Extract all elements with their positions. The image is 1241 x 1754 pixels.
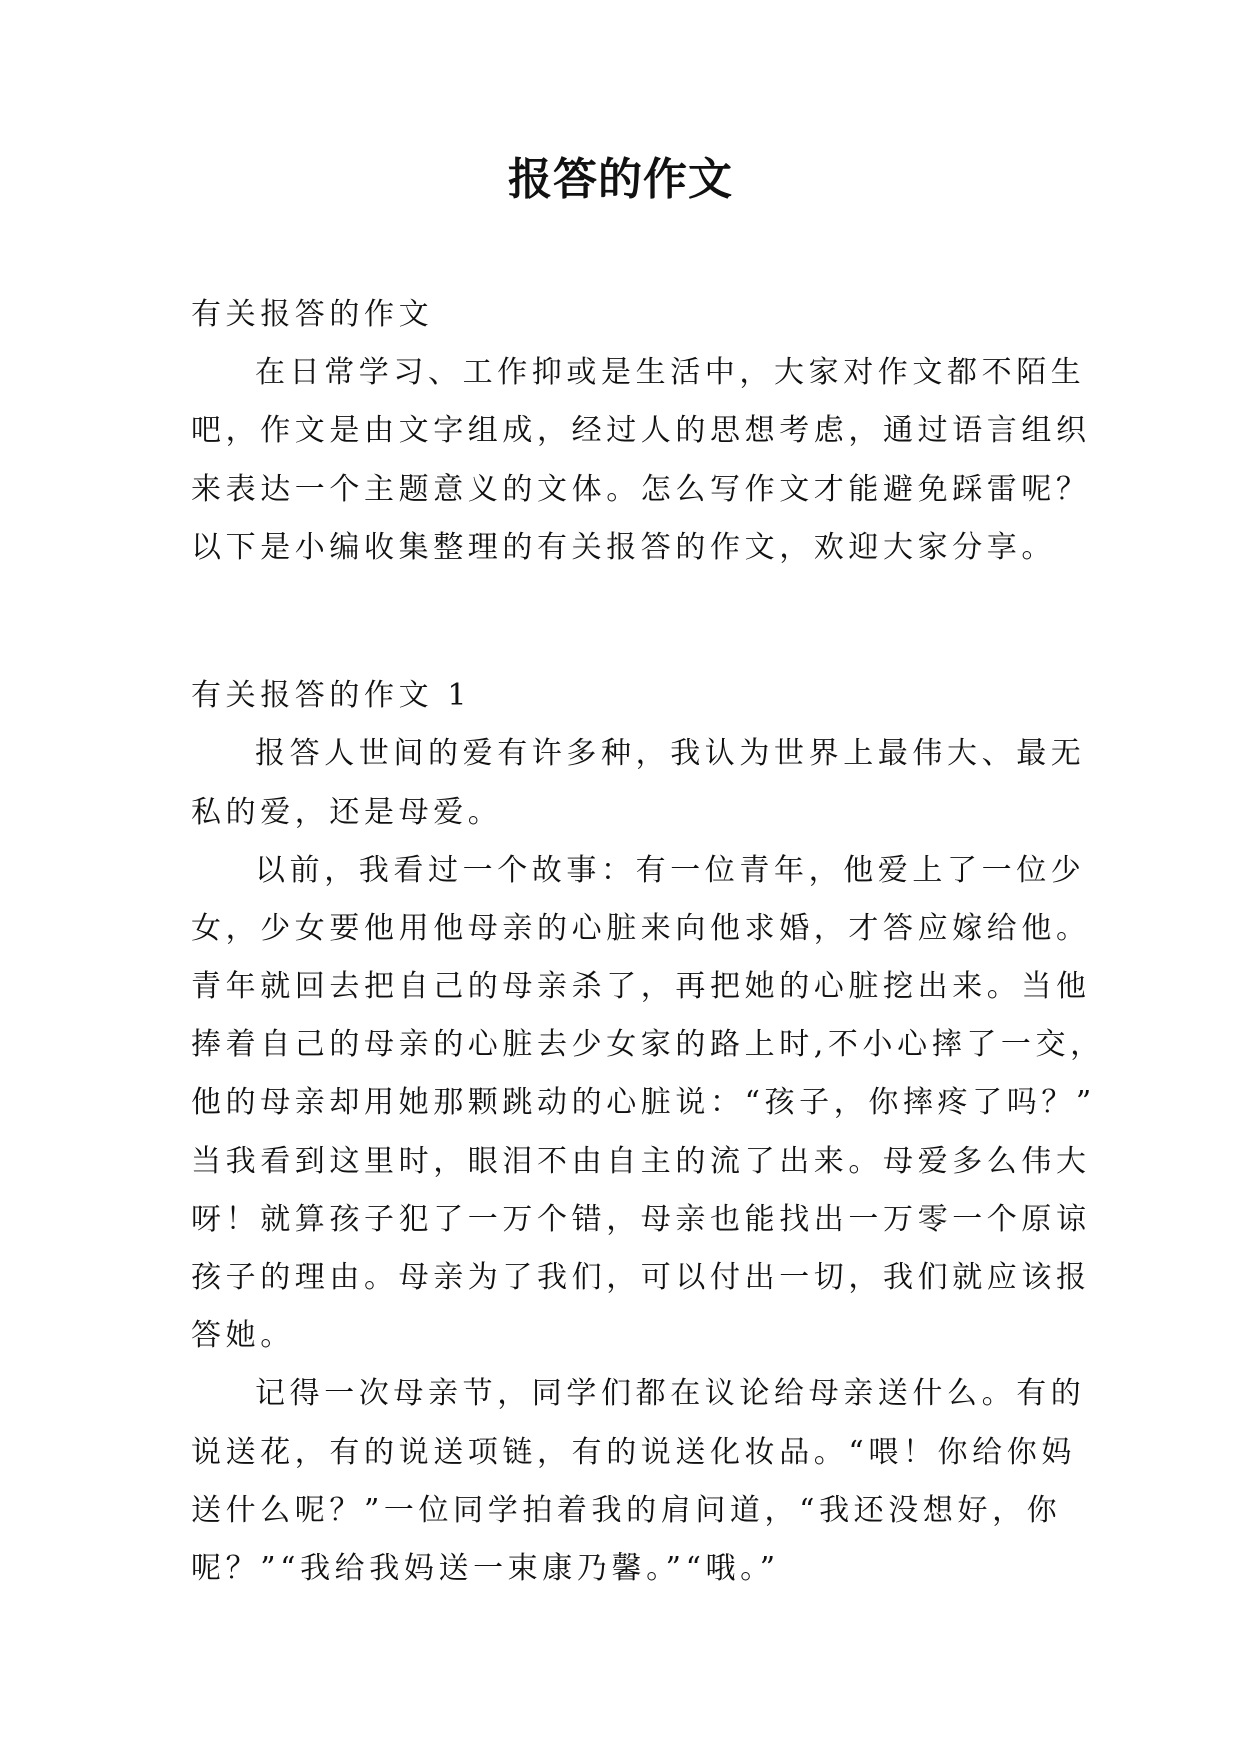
- paragraph-line: 以下是小编收集整理的有关报答的作文，欢迎大家分享。: [191, 529, 1056, 565]
- blank-line: [191, 593, 1051, 651]
- document-title: 报答的作文: [508, 154, 733, 205]
- paragraph-line: 说送花，有的说送项链，有的说送化妆品。“喂！你给你妈: [191, 1434, 1076, 1470]
- paragraph-line: 呀！就算孩子犯了一万个错，母亲也能找出一万零一个原谅: [191, 1201, 1091, 1237]
- paragraph-line: 来表达一个主题意义的文体。怎么写作文才能避免踩雷呢？: [191, 471, 1091, 507]
- paragraph-line: 以前，我看过一个故事：有一位青年，他爱上了一位少: [255, 852, 1086, 888]
- paragraph-line: 吧，作文是由文字组成，经过人的思想考虑，通过语言组织: [191, 413, 1091, 449]
- document-body: [191, 286, 1105, 1598]
- paragraph-line: 当我看到这里时，眼泪不由自主的流了出来。母爱多么伟大: [191, 1143, 1091, 1179]
- paragraph-line: 女，少女要他用他母亲的心脏来向他求婚，才答应嫁给他。: [191, 910, 1091, 946]
- section-heading: 有关报答的作文 1: [191, 678, 472, 714]
- paragraph-line: 送什么呢？”一位同学拍着我的肩问道，“我还没想好，你: [191, 1492, 1062, 1528]
- paragraph-line: 捧着自己的母亲的心脏去少女家的路上时,不小心摔了一交，: [191, 1027, 1105, 1063]
- paragraph-line: 私的爱，还是母爱。: [191, 794, 503, 830]
- paragraph-line: 答她。: [191, 1318, 295, 1354]
- paragraph-line: 呢？”“我给我妈送一束康乃馨。”“哦。”: [191, 1550, 780, 1586]
- section-heading: 有关报答的作文: [191, 297, 434, 332]
- paragraph-line: 在日常学习、工作抑或是生活中，大家对作文都不陌生: [255, 355, 1086, 391]
- paragraph-line: 青年就回去把自己的母亲杀了，再把她的心脏挖出来。当他: [191, 969, 1091, 1005]
- paragraph-line: 他的母亲却用她那颗跳动的心脏说：“孩子，你摔疼了吗？”: [191, 1085, 1096, 1121]
- paragraph-line: 孩子的理由。母亲为了我们，可以付出一切，我们就应该报: [191, 1260, 1091, 1295]
- paragraph-line: 记得一次母亲节，同学们都在议论给母亲送什么。有的: [255, 1376, 1086, 1412]
- paragraph-line: 报答人世间的爱有许多种，我认为世界上最伟大、最无: [255, 736, 1086, 772]
